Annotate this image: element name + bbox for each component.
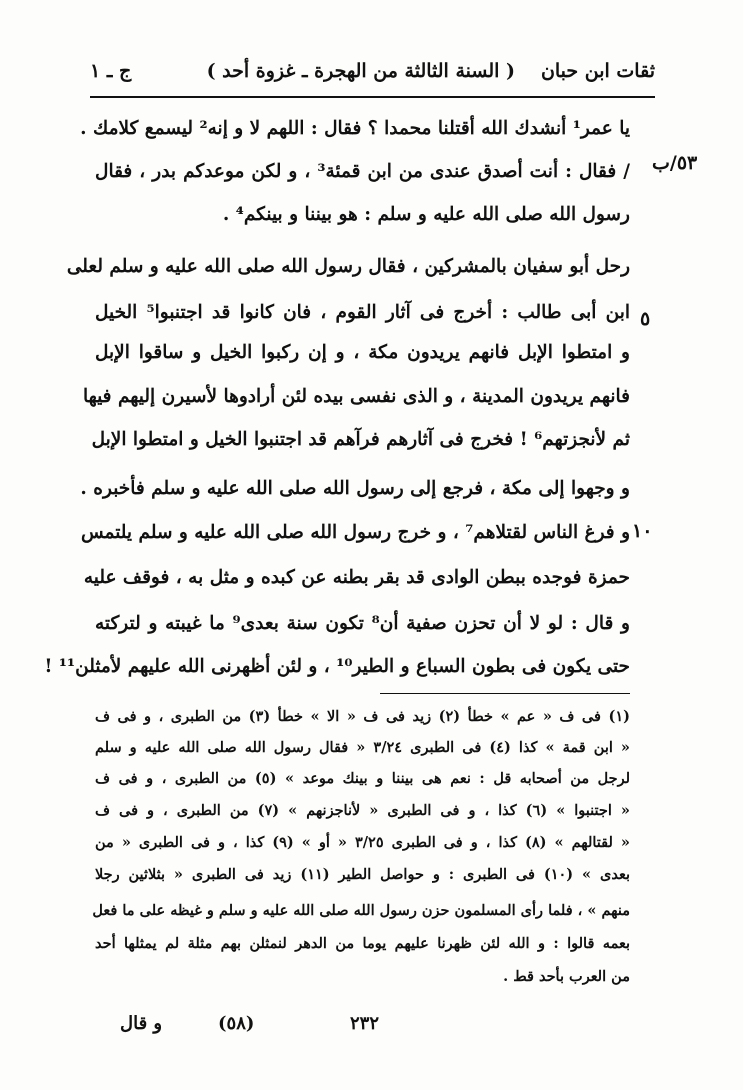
footnote-line: « اجتنبوا » (٦) كذا ، و فى الطبرى « لأناجزنهم » (٧) من الطبرى ، و فى ف — [95, 802, 630, 819]
footnote-rule — [380, 693, 630, 694]
folio-margin-note: ٥٣/ب — [652, 152, 698, 174]
text-line: و قال : لو لا أن تحزن صفية أن⁸ تكون سنة بعدى⁹ ما غيبته و لتركته — [95, 613, 630, 634]
text-line: يا عمر¹ أنشدك الله أقتلنا محمدا ؟ فقال : اللهم لا و إنه² ليسمع كلامك . — [80, 118, 630, 139]
text-line: رحل أبو سفيان بالمشركين ، فقال رسول الله صلى الله عليه و سلم لعلى — [66, 256, 630, 277]
header-rule — [90, 96, 655, 98]
footnote-line: (١) فى ف « عم » خطأ (٢) زيد فى ف « الا » خطأ (٣) من الطبرى ، و فى ف — [95, 708, 630, 725]
text-line: ابن أبى طالب : أخرج فى آثار القوم ، فان كانوا قد اجتنبوا⁵ الخيل — [95, 302, 630, 323]
text-line: حمزة فوجده ببطن الوادى قد بقر بطنه عن كبده و مثل به ، فوقف عليه — [83, 567, 630, 588]
running-header — [90, 60, 655, 94]
text-line: فانهم يريدون المدينة ، و الذى نفسى بيده لئن أرادوها لأسيرن إليهم فيها — [82, 386, 630, 407]
section-title: ( السنة الثالثة من الهجرة ـ غزوة أحد ) — [206, 60, 515, 82]
catchword: و قال — [120, 1013, 163, 1034]
text-line: رسول الله صلى الله عليه و سلم : هو بيننا و بينكم⁴ . — [222, 204, 630, 225]
text-line: حتى يكون فى بطون السباع و الطير¹⁰ ، و لئن أظهرنى الله عليهم لأمثلن¹¹ ! — [44, 656, 630, 677]
sheet-number: (٥٨) — [218, 1013, 255, 1034]
footnote-line: بعمه قالوا : و الله لئن ظهرنا عليهم يوما من الدهر لنمثلن بهم مثلة لم يمثلها أحد — [95, 935, 630, 952]
text-line: و فرغ الناس لقتلاهم⁷ ، و خرج رسول الله صلى الله عليه و سلم يلتمس — [80, 522, 630, 543]
volume-number: ج ـ ١ — [90, 60, 132, 82]
text-line: و امتطوا الإبل فانهم يريدون مكة ، و إن ركبوا الخيل و ساقوا الإبل — [95, 342, 630, 363]
page-number: ٢٣٢ — [350, 1013, 380, 1034]
footnote-line: لرجل من أصحابه قل : نعم هى بيننا و بينك موعد » (٥) من الطبرى ، و فى ف — [95, 770, 630, 787]
line-number-10: ١٠ — [632, 520, 653, 542]
text-line: / فقال : أنت أصدق عندى من ابن قمئة³ ، و لكن موعدكم بدر ، فقال — [95, 161, 630, 182]
page-footer — [120, 1013, 620, 1041]
book-title: ثقات ابن حبان — [540, 60, 655, 82]
footnote-line: « لقتالهم » (٨) كذا ، و فى الطبرى ٣/٢٥ « أو » (٩) كذا ، و فى الطبرى « من — [95, 834, 630, 851]
text-line: ثم لأنجزتهم⁶ ! فخرج فى آثارهم فرآهم قد اجتنبوا الخيل و امتطوا الإبل — [91, 429, 630, 450]
footnote-line: « ابن قمة » كذا (٤) فى الطبرى ٣/٢٤ « فقال رسول الله صلى الله عليه و سلم — [95, 739, 630, 756]
footnote-line: منهم » ، فلما رأى المسلمون حزن رسول الله صلى الله عليه و سلم و غيظه على ما فعل — [92, 902, 630, 919]
text-line: و وجهوا إلى مكة ، فرجع إلى رسول الله صلى الله عليه و سلم فأخبره . — [80, 478, 630, 499]
footnote-line: بعدى » (١٠) فى الطبرى : و حواصل الطير (١١) زيد فى الطبرى « بثلاثين رجلا — [95, 866, 631, 883]
line-number-5: ٥ — [640, 308, 651, 330]
footnote-line: من العرب بأحد قط . — [503, 968, 630, 985]
